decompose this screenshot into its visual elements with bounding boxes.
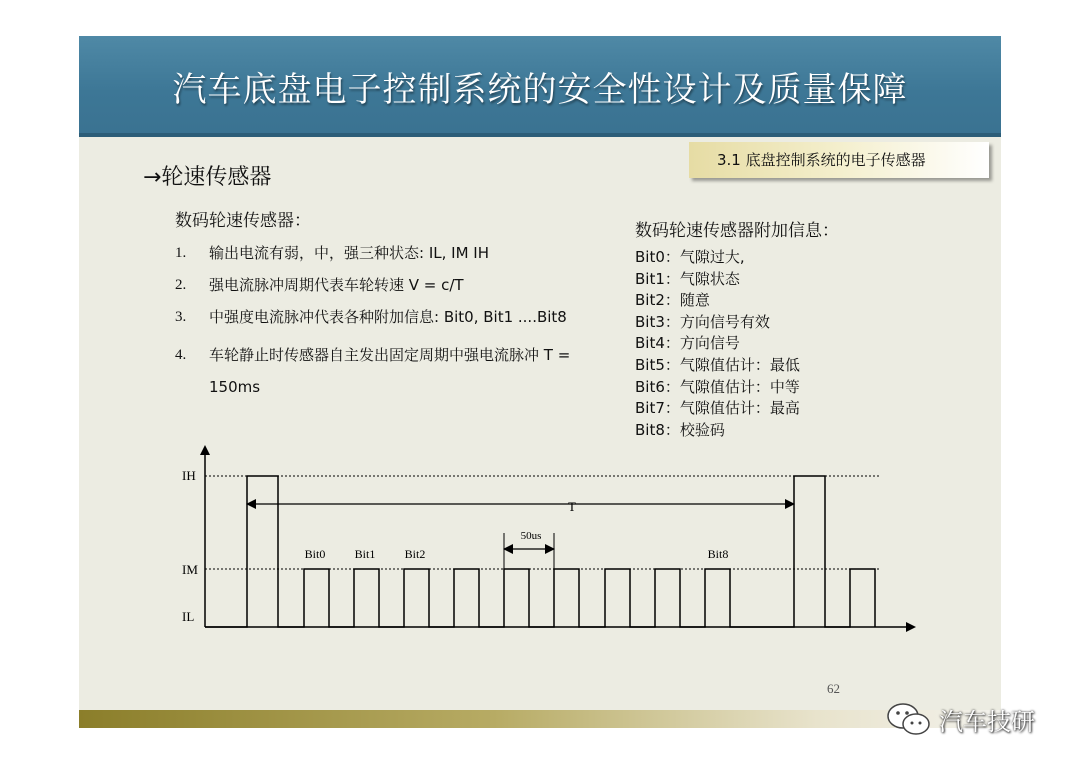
info-title: 数码轮速传感器附加信息： — [635, 221, 839, 241]
bit-info-line: Bit3：方向信号有效 — [635, 312, 770, 331]
pulse-timing-diagram — [174, 441, 934, 651]
list-number: 1. — [175, 245, 187, 261]
description-title: 数码轮速传感器： — [175, 211, 311, 231]
list-text: 强电流脉冲周期代表车轮转速 V = c/T — [209, 276, 464, 294]
bit-info-line: Bit6：气隙值估计：中等 — [635, 377, 800, 396]
bit-info-line: Bit8：校验码 — [635, 420, 725, 439]
bit-label: Bit0 — [304, 547, 326, 561]
list-text: 输出电流有弱，中，强三种状态: IL, IM IH — [209, 244, 489, 262]
slide — [79, 36, 1001, 728]
list-item — [175, 243, 595, 263]
list-number: 3. — [175, 309, 187, 325]
period-label: T — [568, 499, 576, 514]
page-number: 62 — [827, 681, 840, 696]
pulse-width-label: 50us — [520, 530, 542, 542]
bit-label: Bit8 — [707, 547, 729, 561]
title-banner — [79, 36, 1001, 137]
bit-info-line: Bit0：气隙过大, — [635, 248, 745, 266]
list-item — [175, 339, 595, 403]
watermark-text: 汽车技研 — [939, 707, 1035, 736]
slide-title: 汽车底盘电子控制系统的安全性设计及质量保障 — [172, 70, 908, 110]
list-text: 中强度电流脉冲代表各种附加信息: Bit0, Bit1 ....Bit8 — [209, 308, 567, 326]
bit-info-line: Bit5：气隙值估计：最低 — [635, 355, 800, 374]
list-number: 4. — [175, 347, 187, 363]
section-heading: →轮速传感器 — [143, 165, 272, 190]
section-tag: 3.1 底盘控制系统的电子传感器 — [689, 142, 989, 178]
bit-info-line: Bit7：气隙值估计：最高 — [635, 399, 800, 418]
bit-info-line: Bit2：随意 — [635, 291, 710, 310]
watermark — [885, 700, 1035, 738]
sensor-description — [175, 206, 595, 415]
additional-info — [635, 216, 995, 441]
bit-info-line: Bit4：方向信号 — [635, 334, 740, 353]
list-item — [175, 275, 595, 295]
il-label: IL — [182, 609, 195, 624]
bit-info-line: Bit1：气隙状态 — [635, 269, 740, 288]
list-text: 车轮静止时传感器自主发出固定周期中强电流脉冲 T = 150ms — [209, 346, 571, 396]
im-label: IM — [182, 562, 198, 577]
footer-bar — [79, 710, 1001, 728]
wechat-icon — [885, 700, 933, 738]
list-item — [175, 301, 595, 333]
ih-label: IH — [182, 468, 196, 483]
bit-label: Bit1 — [354, 547, 376, 561]
bit-label: Bit2 — [404, 547, 426, 561]
list-number: 2. — [175, 277, 187, 293]
